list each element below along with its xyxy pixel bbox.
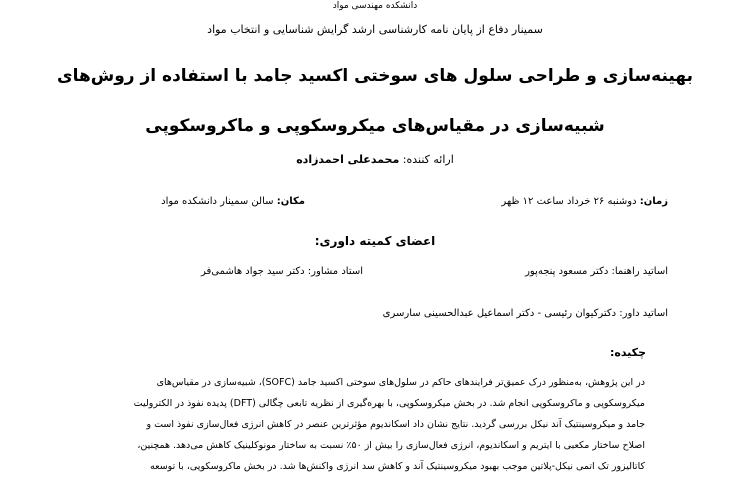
seminar-subtitle: سمینار دفاع از پایان نامه کارشناسی ارشد گرایش شناسایی و انتخاب مواد — [207, 23, 543, 36]
advisor-line: استاد مشاور: دکتر سید جواد هاشمی‌فر — [200, 266, 363, 277]
time-label: زمان: — [639, 196, 668, 207]
abstract-line: اصلاح ساختار مکعبی با ایتریم و اسکاندیوم، انرژی فعال‌سازی را بیش از ۵۰٪ نسبت به ساختار مونوکلینیک کاهش می‌دهد. همچنین، — [137, 440, 645, 451]
place-value: سالن سمینار دانشکده مواد — [161, 196, 274, 207]
presenter-name: محمدعلی احمدزاده — [296, 153, 400, 166]
department-name: دانشکده مهندسی مواد — [332, 1, 418, 11]
referees-line: اساتید داور: دکترکیوان رئیسی - دکتر اسماعیل عبدالحسینی سارسری — [382, 308, 668, 319]
abstract-line: کاتالیزور تک اتمی نیکل-پلاتین موجب بهبود میکروسینتیک آند و کاهش سد انرژی واکنش‌ها شد. در بخش ماکروسکوپی، با توسعه — [150, 461, 645, 472]
event-place — [161, 195, 305, 209]
abstract-heading: چکیده: — [609, 346, 646, 359]
abstract-body — [100, 372, 645, 477]
committee-heading: اعضای کمیته داوری: — [314, 234, 436, 248]
presenter — [0, 152, 750, 168]
event-time — [501, 195, 668, 209]
presenter-label: ارائه کننده: — [402, 153, 454, 166]
abstract-line: میکروسکوپی و ماکروسکوپی انجام شد. در بخش میکروسکوپی، با بهره‌گیری از نظریه تابعی چگالی (DFT) پدیده نفوذ در الکترولیت — [133, 398, 645, 409]
supervisor-line: اساتید راهنما: دکتر مسعود پنجه‌پور — [525, 266, 668, 277]
abstract-line: در این پژوهش، به‌منظور درک عمیق‌تر فرایندهای حاکم در سلول‌های سوختی اکسید جامد (SOFC)، شبیه‌سازی در مقیاس‌های — [156, 377, 645, 388]
abstract-line: جامد و میکروسینتیک آند نیکل بررسی گردید. نتایج نشان داد اسکاندیوم مؤثرترین عنصر در کاهش انرژی فعال‌سازی نفوذ است و — [146, 419, 645, 430]
thesis-title-line-2: شبیه‌سازی در مقیاس‌های میکروسکوپی و ماکروسکوپی — [145, 116, 605, 136]
thesis-title-line-1: بهینه‌سازی و طراحی سلول های سوختی اکسید جامد با استفاده از روش‌های — [57, 66, 693, 86]
place-label: مکان: — [276, 196, 305, 207]
time-value: دوشنبه ۲۶ خرداد ساعت ۱۲ ظهر — [501, 196, 637, 207]
